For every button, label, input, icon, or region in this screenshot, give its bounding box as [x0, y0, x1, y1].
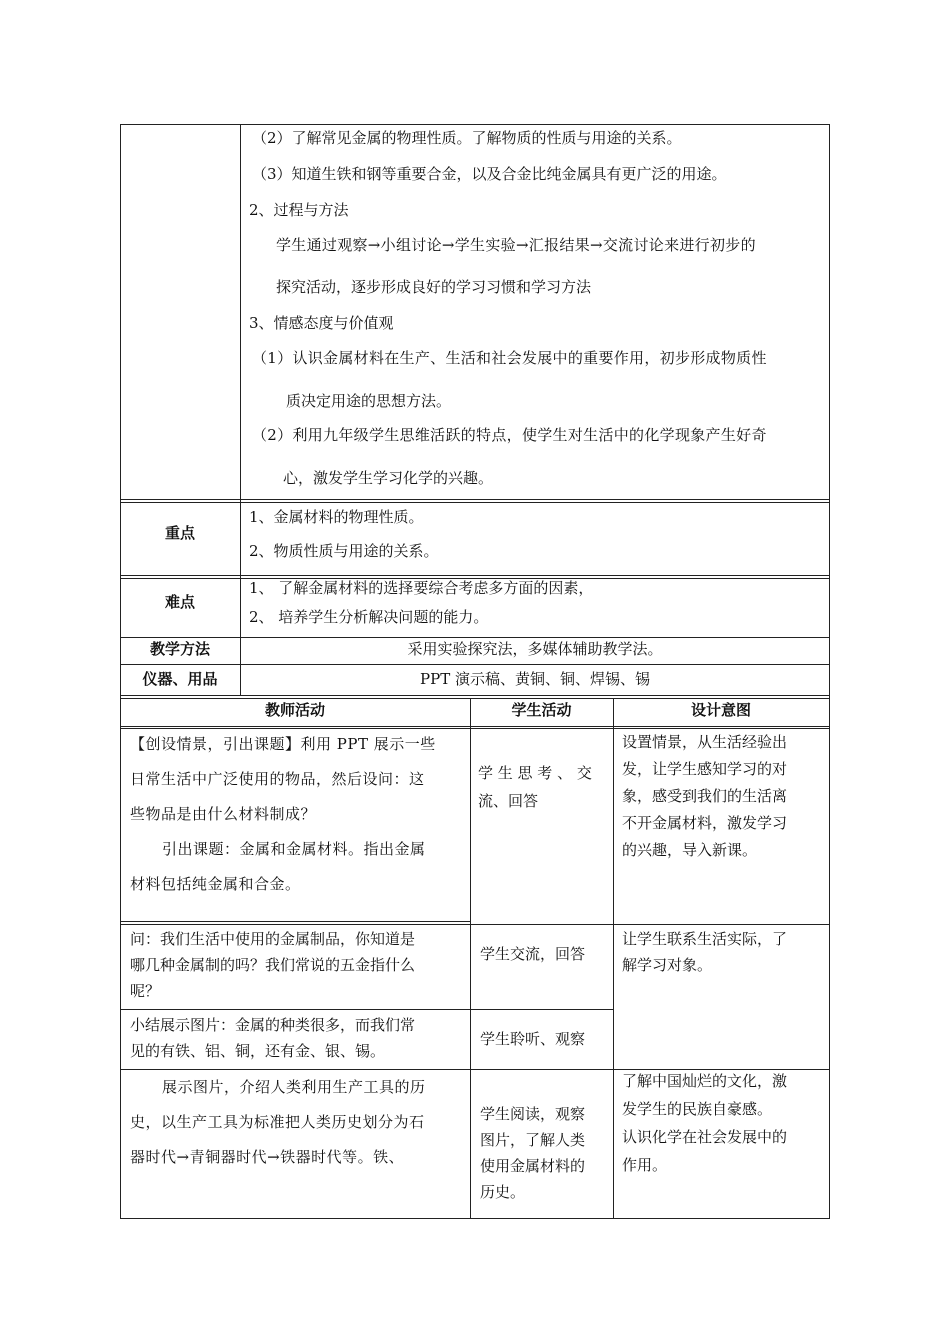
student-activity-cell: 学生交流，回答: [480, 945, 586, 963]
teacher-activity-cell: [130, 926, 466, 1004]
student-activity-header: 学生活动: [511, 701, 572, 719]
text-line: 发学生的民族自豪感。: [622, 1100, 773, 1118]
key-point-item: 2、物质性质与用途的关系。: [249, 542, 439, 560]
section-heading: 2、过程与方法: [249, 201, 349, 219]
text-line: 流、回答: [478, 792, 539, 810]
design-intent-cell: [622, 1067, 827, 1179]
text-line: 图片，了解人类: [480, 1131, 586, 1149]
text-line: 日常生活中广泛使用的物品，然后设问：这: [130, 770, 425, 788]
text-line: 象，感受到我们的生活离: [622, 787, 788, 805]
student-activity-cell: 学生聆听、观察: [480, 1030, 586, 1048]
text-line: 【创设情景，引出课题】利用 PPT 展示一些: [130, 735, 436, 753]
objective-item: （2）利用九年级学生思维活跃的特点，使学生对生活中的化学现象产生好奇: [252, 426, 767, 444]
text-line: 器时代→青铜器时代→铁器时代等。铁、: [130, 1148, 405, 1166]
method-value: 采用实验探究法，多媒体辅助教学法。: [407, 640, 663, 658]
difficulty-item: 2、 培养学生分析解决问题的能力。: [249, 608, 489, 626]
teacher-activity-cell: [130, 1012, 466, 1064]
text-line: 哪几种金属制的吗？我们常说的五金指什么: [130, 956, 416, 974]
text-line: 引出课题：金属和金属材料。指出金属: [162, 840, 426, 858]
difficulty-item: 1、 了解金属材料的选择要综合考虑多方面的因素，: [249, 579, 594, 597]
objective-item: （3）知道生铁和钢等重要合金，以及合金比纯金属具有更广泛的用途。: [252, 165, 727, 183]
text-line: 解学习对象。: [622, 956, 713, 974]
objective-item: （2）了解常见金属的物理性质。了解物质的性质与用途的关系。: [252, 129, 682, 147]
method-label: 教学方法: [149, 640, 210, 658]
text-line: 作用。: [622, 1156, 668, 1174]
key-point-item: 1、金属材料的物理性质。: [249, 508, 424, 526]
equipment-label: 仪器、用品: [142, 670, 218, 688]
text-line: 不开金属材料，激发学习: [622, 814, 788, 832]
text-line: 问：我们生活中使用的金属制品，你知道是: [130, 930, 416, 948]
text-line: 发，让学生感知学习的对: [622, 760, 788, 778]
student-activity-cell: [480, 1101, 610, 1205]
design-intent-cell: [622, 926, 827, 978]
text-line: 史，以生产工具为标准把人类历史划分为石: [130, 1113, 425, 1131]
text-line: 学生阅读，观察: [480, 1105, 586, 1123]
key-points-label: 重点: [164, 524, 195, 542]
student-activity-cell: [478, 759, 608, 815]
text-line: 见的有铁、铝、铜，还有金、银、锡。: [130, 1042, 386, 1060]
text-line: 设置情景，从生活经验出: [622, 733, 788, 751]
teacher-activity-cell: [130, 727, 466, 902]
paragraph-line: 探究活动，逐步形成良好的学习习惯和学习方法: [276, 278, 592, 296]
objective-item: 心，激发学生学习化学的兴趣。: [283, 469, 494, 487]
design-intent-header: 设计意图: [690, 701, 751, 719]
section-heading: 3、情感态度与价值观: [249, 314, 394, 332]
text-line: 使用金属材料的: [480, 1157, 586, 1175]
text-line: 些物品是由什么材料制成？: [130, 805, 317, 823]
design-intent-cell: [622, 729, 827, 864]
text-line: 让学生联系生活实际，了: [622, 930, 788, 948]
text-line: 展示图片，介绍人类利用生产工具的历: [162, 1078, 426, 1096]
text-line: 材料包括纯金属和合金。: [130, 875, 301, 893]
paragraph-line: 学生通过观察→小组讨论→学生实验→汇报结果→交流讨论来进行初步的: [276, 236, 756, 254]
text-line: 学 生 思 考 、 交: [478, 764, 592, 782]
teacher-activity-cell: [130, 1070, 466, 1175]
text-line: 历史。: [480, 1183, 526, 1201]
objective-item: （1）认识金属材料在生产、生活和社会发展中的重要作用，初步形成物质性: [252, 349, 767, 367]
difficulties-label: 难点: [164, 593, 195, 611]
text-line: 认识化学在社会发展中的: [622, 1128, 788, 1146]
teacher-activity-header: 教师活动: [264, 701, 325, 719]
text-line: 呢？: [130, 982, 161, 1000]
text-line: 的兴趣，导入新课。: [622, 841, 758, 859]
text-line: 小结展示图片：金属的种类很多，而我们常: [130, 1016, 416, 1034]
objective-item: 质决定用途的思想方法。: [286, 392, 452, 410]
equipment-value: PPT 演示稿、黄铜、铜、焊锡、锡: [420, 670, 650, 688]
text-line: 了解中国灿烂的文化，激: [622, 1072, 788, 1090]
